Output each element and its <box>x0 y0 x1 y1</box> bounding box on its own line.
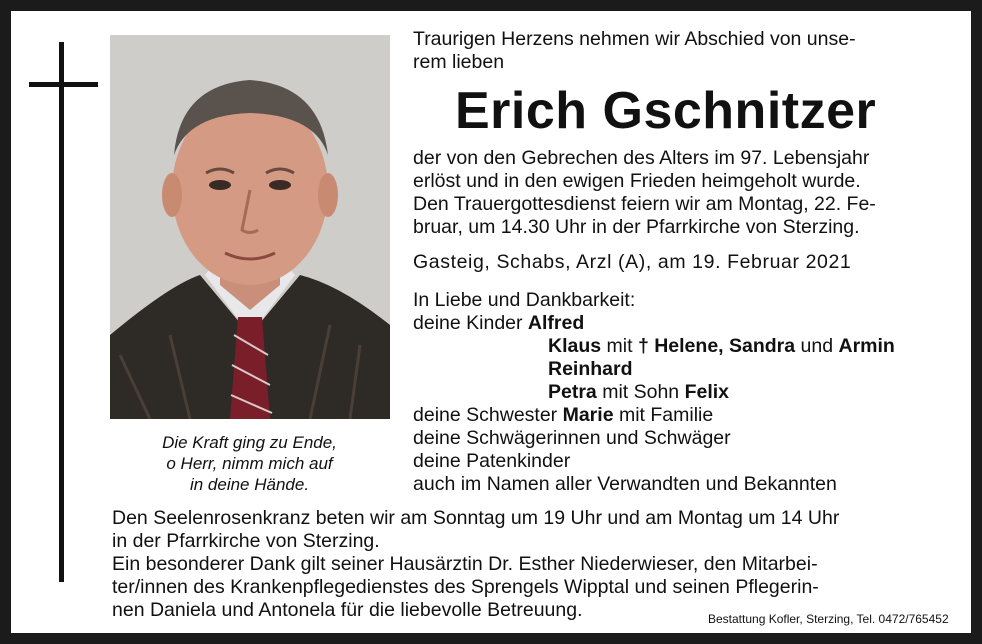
body-line: Den Trauergottesdienst feiern wir am Montag, 22. Fe- <box>413 193 876 215</box>
und-text: und <box>795 335 839 357</box>
place-date: Gasteig, Schabs, Arzl (A), am 19. Februar 2021 <box>413 251 852 273</box>
name-marie: Marie <box>562 404 614 426</box>
name-armin: Armin <box>838 335 895 357</box>
mourners-reinhard <box>548 358 633 380</box>
name-helene-sandra: † Helene, Sandra <box>637 335 796 357</box>
kinder-prefix: deine Kinder <box>413 312 528 334</box>
mit-sohn-text: mit Sohn <box>596 381 685 403</box>
name-felix: Felix <box>684 381 730 403</box>
name-klaus: Klaus <box>548 335 602 357</box>
name-petra: Petra <box>548 381 597 403</box>
body-line: bruar, um 14.30 Uhr in der Pfarrkirche von Sterzing. <box>413 216 860 238</box>
quote-line: in deine Hände. <box>189 475 310 494</box>
bottom-line: Ein besonderer Dank gilt seiner Hausärztin Dr. Esther Niederwieser, den Mitarbei- <box>112 553 818 575</box>
body-line: der von den Gebrechen des Alters im 97. Lebensjahr <box>413 147 870 169</box>
quote <box>112 432 387 495</box>
body-line: erlöst und in den ewigen Frieden heimgeholt wurde. <box>413 170 861 192</box>
mourners-schwester <box>413 404 713 426</box>
portrait-photo <box>110 35 390 419</box>
mit-text: mit <box>601 335 638 357</box>
intro-line: rem lieben <box>413 51 505 73</box>
cross-icon <box>59 42 64 582</box>
mourners-patenkinder: deine Patenkinder <box>413 450 571 472</box>
mourners-verwandte: auch im Namen aller Verwandten und Bekannten <box>413 473 837 495</box>
mourners-intro: In Liebe und Dankbarkeit: <box>413 289 636 311</box>
bottom-line: in der Pfarrkirche von Sterzing. <box>112 530 380 552</box>
name-alfred: Alfred <box>527 312 585 334</box>
bottom-line: nen Daniela und Antonela für die liebevolle Betreuung. <box>112 599 583 621</box>
mourners-petra <box>548 381 729 403</box>
mit-familie-text: mit Familie <box>613 404 714 426</box>
funeral-home-footer: Bestattung Kofler, Sterzing, Tel. 0472/765452 <box>708 612 949 626</box>
mourners-schwaeger: deine Schwägerinnen und Schwäger <box>413 427 731 449</box>
deceased-name: Erich Gschnitzer <box>455 82 877 140</box>
intro-line: Traurigen Herzens nehmen wir Abschied von unse- <box>413 28 856 50</box>
bottom-line: Den Seelenrosenkranz beten wir am Sonntag um 19 Uhr und am Montag um 14 Uhr <box>112 507 840 529</box>
name-reinhard: Reinhard <box>548 358 633 380</box>
mourners-klaus <box>548 335 895 357</box>
mourners-kinder <box>413 312 584 334</box>
quote-line: o Herr, nimm mich auf <box>166 454 333 473</box>
quote-line: Die Kraft ging zu Ende, <box>162 433 337 452</box>
schwester-prefix: deine Schwester <box>413 404 563 426</box>
cross-icon-bar <box>29 82 98 87</box>
bottom-line: ter/innen des Krankenpflegedienstes des Sprengels Wipptal und seinen Pflegerin- <box>112 576 819 598</box>
